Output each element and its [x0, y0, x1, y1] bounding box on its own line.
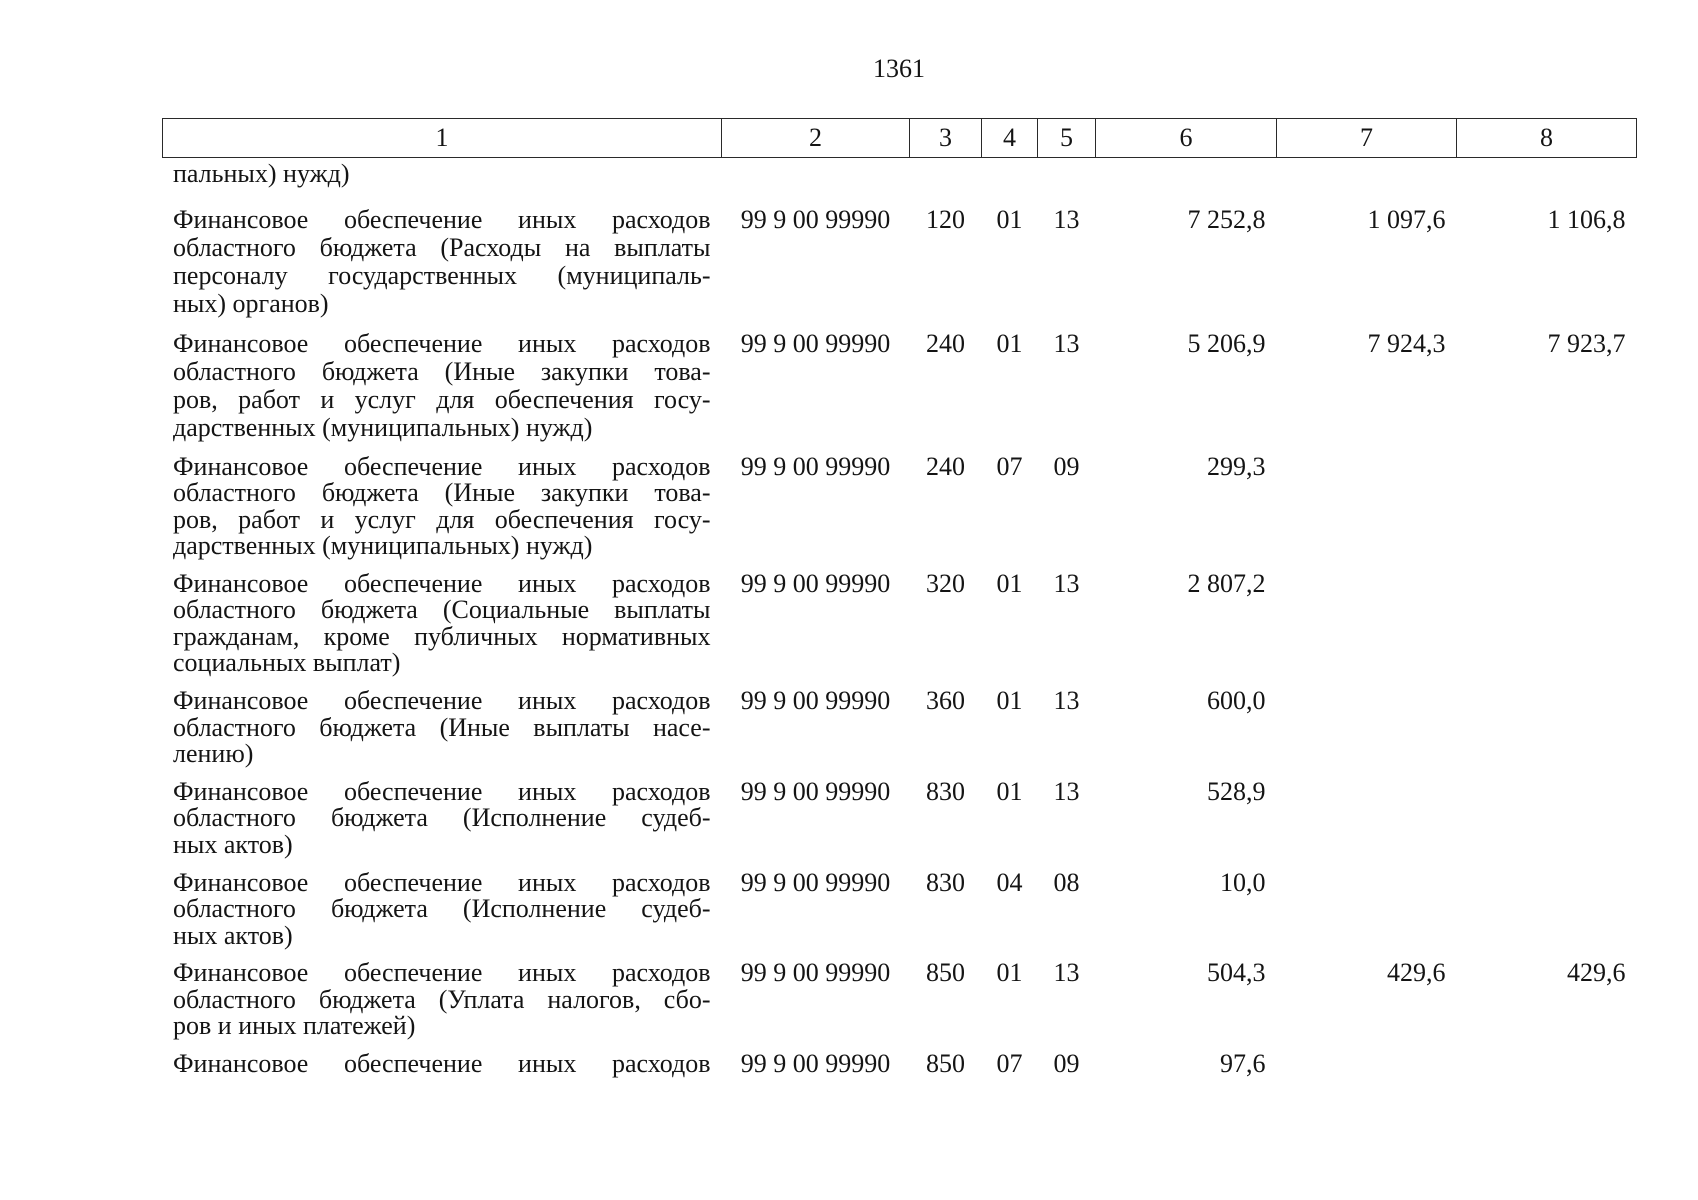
target-article-code: 99 9 00 99990	[740, 451, 891, 481]
section-code: 07	[996, 1049, 1023, 1078]
table-row	[163, 330, 1637, 454]
amount-col-6: 299,3	[1207, 451, 1266, 481]
header-col-6: 6	[1096, 119, 1277, 158]
budget-table	[162, 118, 1637, 1089]
amount-col-8	[1457, 779, 1637, 870]
header-col-3: 3	[910, 119, 982, 158]
header-col-4: 4	[982, 119, 1038, 158]
row-description	[163, 158, 722, 206]
description-line: лению)	[173, 739, 254, 768]
header-col-5: 5	[1038, 119, 1096, 158]
description-line: ров, работ и услуг для обеспечения госу-	[173, 384, 711, 414]
amount-col-8: 429,6	[1567, 958, 1626, 988]
expense-type-code	[910, 158, 982, 206]
section-code	[982, 158, 1038, 206]
expense-type-code: 360	[926, 686, 965, 715]
amount-col-6: 5 206,9	[1187, 328, 1266, 358]
amount-col-6: 504,3	[1207, 958, 1266, 988]
subsection-code: 13	[1053, 776, 1080, 806]
subsection-code	[1038, 158, 1096, 206]
amount-col-8: 1 106,8	[1547, 204, 1626, 234]
expense-type-code: 830	[926, 776, 965, 806]
description-line: социальных выплат)	[173, 648, 401, 678]
description-line: Финансовое обеспечение иных расходов	[173, 1049, 711, 1078]
description-line: Финансовое обеспечение иных расходов	[173, 776, 711, 806]
description-line: дарственных (муниципальных) нужд)	[173, 412, 593, 442]
description-line: дарственных (муниципальных) нужд)	[173, 531, 593, 560]
amount-col-8	[1457, 688, 1637, 779]
section-code: 01	[996, 686, 1023, 715]
amount-col-6: 528,9	[1207, 776, 1266, 806]
amount-col-7: 7 924,3	[1367, 328, 1446, 358]
expense-type-code: 850	[926, 1049, 965, 1078]
amount-col-6: 2 807,2	[1187, 568, 1266, 598]
amount-col-6: 600,0	[1207, 686, 1266, 715]
section-code: 01	[996, 204, 1023, 234]
description-line: Финансовое обеспечение иных расходов	[173, 867, 711, 897]
amount-col-7	[1277, 870, 1457, 961]
description-line: областного бюджета (Уплата налогов, сбо-	[173, 984, 711, 1014]
description-line: ров и иных платежей)	[173, 1011, 416, 1041]
section-code: 04	[996, 867, 1023, 897]
description-line: областного бюджета (Исполнение судеб-	[173, 894, 711, 923]
description-line: ных актов)	[173, 920, 293, 950]
amount-col-7	[1277, 1051, 1457, 1089]
row-description	[163, 960, 722, 1051]
target-article-code: 99 9 00 99990	[740, 776, 891, 806]
description-line: ных) органов)	[173, 288, 329, 318]
row-description	[163, 1051, 722, 1089]
expense-type-code: 240	[926, 328, 965, 358]
row-description	[163, 776, 722, 870]
amount-col-7: 429,6	[1387, 958, 1446, 988]
amount-col-7: 1 097,6	[1367, 204, 1446, 234]
description-line: областного бюджета (Иные выплаты насе-	[173, 712, 711, 742]
section-code: 01	[996, 328, 1023, 358]
target-article-code: 99 9 00 99990	[740, 686, 891, 715]
amount-col-8	[1457, 158, 1637, 206]
description-line: ров, работ и услуг для обеспечения госу-	[173, 504, 711, 534]
subsection-code: 09	[1053, 1049, 1080, 1078]
header-row	[163, 119, 1637, 158]
target-article-code: 99 9 00 99990	[740, 867, 891, 897]
description-line: Финансовое обеспечение иных расходов	[173, 958, 711, 988]
table-row	[163, 454, 1637, 571]
row-description	[163, 568, 722, 688]
amount-col-8	[1457, 1051, 1637, 1089]
amount-col-6: 7 252,8	[1187, 204, 1266, 234]
amount-col-7	[1277, 158, 1457, 206]
table-row	[163, 158, 1637, 206]
table-row	[163, 206, 1637, 330]
header-col-1: 1	[163, 119, 722, 158]
section-code: 01	[996, 958, 1023, 988]
amount-col-7	[1277, 571, 1457, 688]
expense-type-code: 850	[926, 958, 965, 988]
table-row	[163, 571, 1637, 688]
amount-col-6	[1096, 158, 1277, 206]
section-code: 01	[996, 568, 1023, 598]
description-line: областного бюджета (Социальные выплаты	[173, 595, 711, 625]
target-article-code: 99 9 00 99990	[740, 328, 891, 358]
table-row	[163, 960, 1637, 1051]
amount-col-8: 7 923,7	[1547, 328, 1626, 358]
subsection-code: 13	[1053, 958, 1080, 988]
target-article-code: 99 9 00 99990	[740, 204, 891, 234]
amount-col-6: 10,0	[1220, 867, 1266, 897]
subsection-code: 08	[1053, 867, 1080, 897]
amount-col-8	[1457, 870, 1637, 961]
amount-col-6: 97,6	[1220, 1049, 1266, 1078]
expense-type-code: 240	[926, 451, 965, 481]
target-article-code	[722, 158, 910, 206]
amount-col-7	[1277, 454, 1457, 571]
row-description	[163, 330, 722, 454]
description-line: гражданам, кроме публичных нормативных	[173, 621, 711, 651]
description-line: Финансовое обеспечение иных расходов	[173, 204, 711, 234]
page-number: 1361	[873, 54, 925, 83]
table-header	[163, 119, 1637, 158]
row-description	[163, 867, 722, 961]
subsection-code: 09	[1053, 451, 1080, 481]
subsection-code: 13	[1053, 686, 1080, 715]
header-col-7: 7	[1277, 119, 1457, 158]
table-row	[163, 870, 1637, 961]
description-line: пальных) нужд)	[173, 159, 350, 188]
expense-type-code: 120	[926, 204, 965, 234]
header-col-2: 2	[722, 119, 910, 158]
amount-col-7	[1277, 688, 1457, 779]
description-line: персоналу государственных (муниципаль-	[173, 260, 711, 290]
description-line: Финансовое обеспечение иных расходов	[173, 451, 711, 481]
description-line: областного бюджета (Иные закупки това-	[173, 356, 711, 386]
expense-type-code: 830	[926, 867, 965, 897]
subsection-code: 13	[1053, 204, 1080, 234]
target-article-code: 99 9 00 99990	[740, 568, 891, 598]
description-line: ных актов)	[173, 829, 293, 859]
target-article-code: 99 9 00 99990	[740, 958, 891, 988]
row-description	[163, 451, 722, 571]
expense-type-code: 320	[926, 568, 965, 598]
table-body	[163, 158, 1637, 1089]
description-line: Финансовое обеспечение иных расходов	[173, 328, 711, 358]
header-col-8: 8	[1457, 119, 1637, 158]
table-row	[163, 1051, 1637, 1089]
amount-col-8	[1457, 571, 1637, 688]
subsection-code: 13	[1053, 328, 1080, 358]
section-code: 07	[996, 451, 1023, 481]
description-line: областного бюджета (Иные закупки това-	[173, 478, 711, 507]
table-row	[163, 688, 1637, 779]
row-description	[163, 688, 722, 779]
target-article-code: 99 9 00 99990	[740, 1049, 891, 1078]
description-line: Финансовое обеспечение иных расходов	[173, 568, 711, 598]
description-line: областного бюджета (Расходы на выплаты	[173, 232, 711, 262]
amount-col-7	[1277, 779, 1457, 870]
subsection-code: 13	[1053, 568, 1080, 598]
section-code: 01	[996, 776, 1023, 806]
row-description	[163, 206, 722, 330]
description-line: Финансовое обеспечение иных расходов	[173, 686, 711, 715]
table-row	[163, 779, 1637, 870]
description-line: областного бюджета (Исполнение судеб-	[173, 803, 711, 833]
amount-col-8	[1457, 454, 1637, 571]
